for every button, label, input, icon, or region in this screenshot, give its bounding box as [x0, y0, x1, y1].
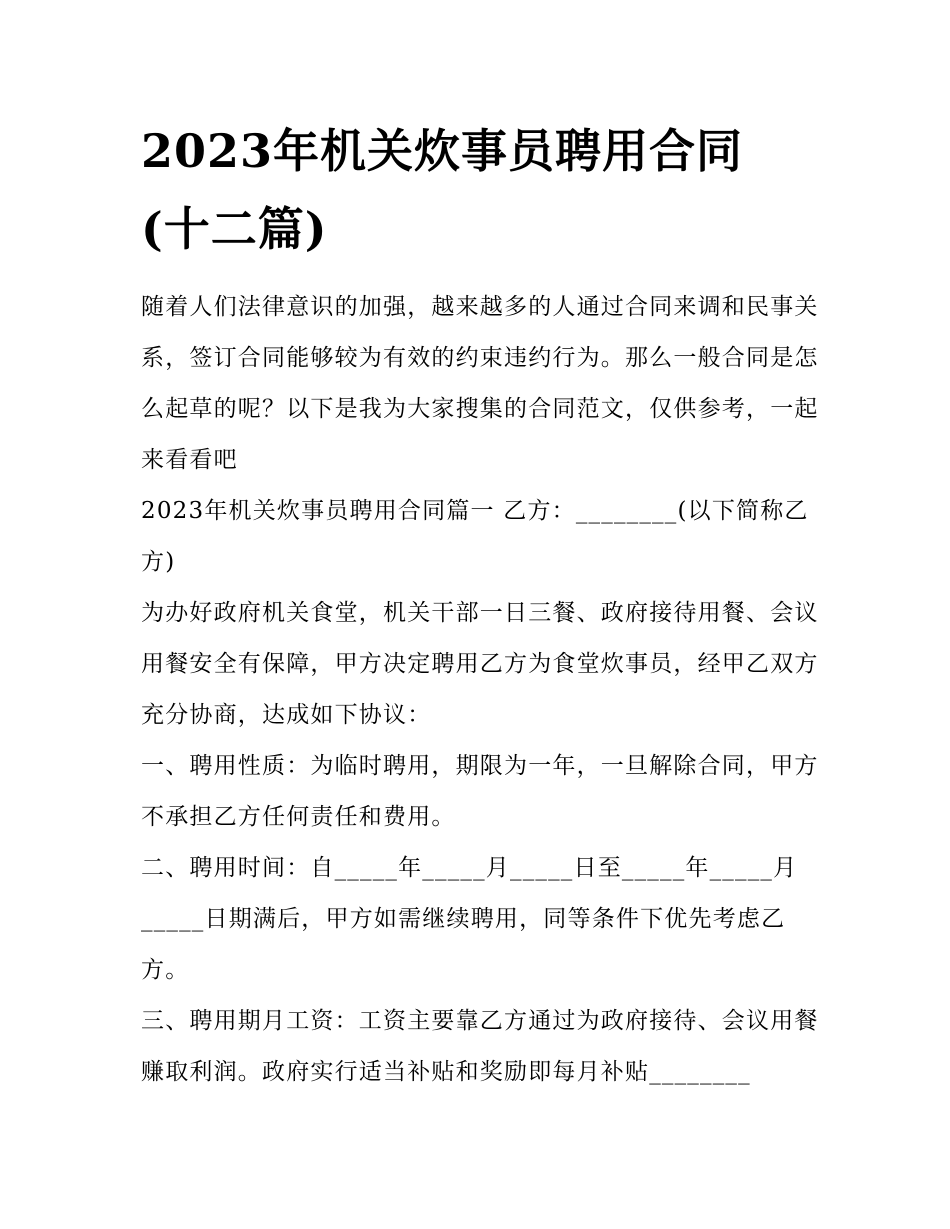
clause-employment-nature: 一、聘用性质：为临时聘用，期限为一年，一旦解除合同，甲方不承担乙方任何责任和费用。 [141, 753, 819, 830]
intro-paragraph: 随着人们法律意识的加强，越来越多的人通过合同来调和民事关系，签订合同能够较为有效的约束违约行为。那么一般合同是怎么起草的呢？以下是我为大家搜集的合同范文，仅供参考，一起来看看吧 [141, 294, 819, 473]
document-title [141, 112, 821, 268]
agreement-preamble: 为办好政府机关食堂，机关干部一日三餐、政府接待用餐、会议用餐安全有保障，甲方决定聘用乙方为食堂炊事员，经甲乙双方充分协商，达成如下协议： [141, 600, 819, 728]
clause-monthly-wage: 三、聘用期月工资：工资主要靠乙方通过为政府接待、会议用餐赚取利润。政府实行适当补贴和奖励即每月补贴________ [141, 1008, 819, 1085]
title-line-1: 2023年机关炊事员聘用合同 [141, 124, 744, 178]
title-line-2: (十二篇) [141, 202, 328, 256]
section-heading-party-b: 2023年机关炊事员聘用合同篇一 乙方：________(以下简称乙方) [141, 498, 809, 575]
document-content [141, 112, 821, 1098]
clause-employment-period: 二、聘用时间：自_____年_____月_____日至_____年_____月_____日期满后，甲方如需继续聘用，同等条件下优先考虑乙方。 [141, 855, 798, 983]
document-body [141, 282, 821, 1098]
